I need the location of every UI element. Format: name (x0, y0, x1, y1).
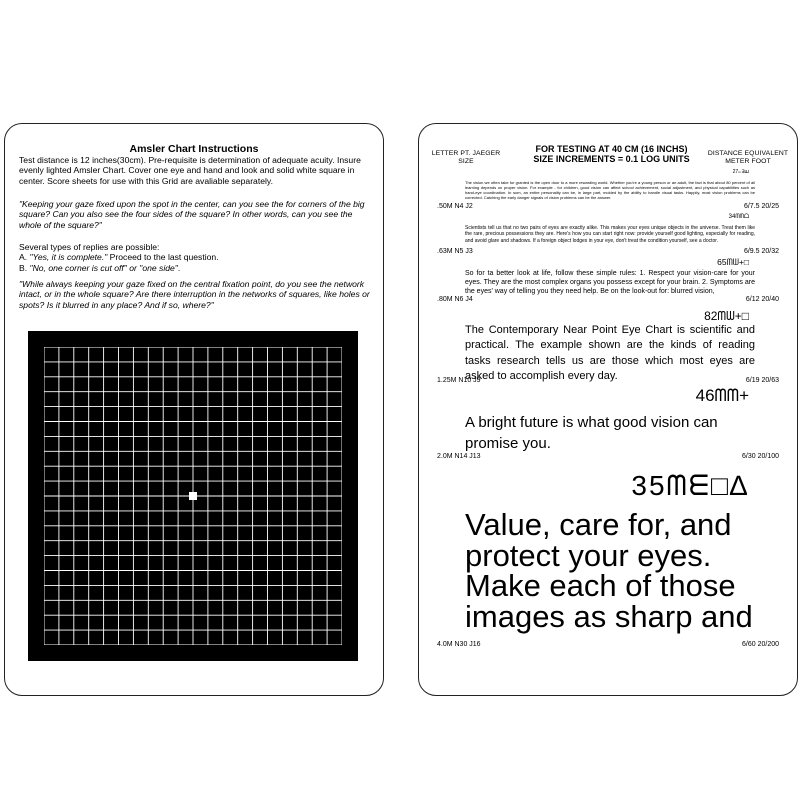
reply-b-prefix: B. (19, 262, 30, 273)
reading-paragraph-4: The Contemporary Near Point Eye Chart is scientific and practical. The example shown are the kinds of reading tasks research tells us are those which most eyes are asked to accomplish every day. (465, 324, 755, 383)
near-point-chart-card (418, 123, 798, 696)
reading-paragraph-5: A bright future is what good vision can promise you. (465, 414, 718, 452)
header-distance-equivalent: DISTANCE EQUIVALENT METER FOOT (707, 150, 789, 165)
size-right-label-6: 6/60 20/200 (742, 641, 779, 648)
size-left-label-2: .63M N5 J3 (437, 248, 473, 255)
size-right-label-1: 6/7.5 20/25 (743, 203, 779, 210)
amsler-grid (28, 331, 358, 661)
amsler-title: Amsler Chart Instructions (129, 143, 259, 155)
size-right-label-5: 6/30 20/100 (742, 453, 779, 460)
size-right-label-3: 6/12 20/40 (745, 296, 779, 303)
optotype-row-5: 46ᗰᗰ+ (695, 386, 749, 405)
reply-a-quote: "Yes, it is complete." (29, 252, 108, 263)
optotype-row-2: 34ᗰᗰᗝ (728, 214, 749, 220)
size-left-label-6: 4.0M N30 J16 (437, 641, 481, 648)
amsler-question-2 (19, 279, 371, 310)
reply-a-prefix: A. (19, 252, 30, 263)
reading-paragraph-2: Scientists tell us that no two pairs of eyes are exactly alike. This makes your eyes unique objects in the universe. Treat them like the rare, precious possessions they are. Here's how you can start right now: provide yourself good lighting, especially for reading, and avoid glare and shadows. If a foreign object lodges in your eye, don't treat the condition yourself, see a doctor. (465, 225, 755, 244)
amsler-question-2-text: "While always keeping your gaze fixed on the central fixation point, do you see the network intact, or in the whole square? Are there interruption in the networks of squares, like holes or spots? Is it blurred in any place? And if so, where?" (19, 279, 370, 310)
optotype-row-6: 35ᗰᗴ□∆ (631, 470, 749, 501)
header-letter-size: LETTER PT. JAEGER SIZE (431, 150, 501, 165)
header-title-line-2: SIZE INCREMENTS = 0.1 LOG UNITS (533, 154, 690, 164)
amsler-grid-lines (44, 347, 342, 645)
amsler-intro: Test distance is 12 inches(30cm). Pre-requisite is determination of adequate acuity. Insure evenly lighted Amsler Chart. Cover one eye and hand and look and solid white square in center. Score sheets for use with this Grid are avaliable separately. (19, 155, 361, 186)
optotype-row-3: 65ᗰᗯ+□ (717, 257, 749, 267)
optotype-row-4: 82ᗰᗯ+□ (704, 309, 749, 323)
size-right-label-4: 6/19 20/63 (745, 377, 779, 384)
reading-paragraph-6: Value, care for, and protect your eyes. Make each of those images as sharp and (465, 507, 753, 634)
optotype-row-1: 27ₘ∃ꟺ (732, 169, 749, 175)
reply-b-quote: "No, one corner is cut off" or "one side" (29, 262, 178, 273)
amsler-card (4, 123, 384, 696)
header-title (519, 144, 704, 164)
amsler-replies-intro: Several types of replies are possible: (19, 242, 160, 252)
reply-a-suffix: Proceed to the last question. (107, 252, 219, 263)
amsler-question-1 (19, 199, 371, 230)
fixation-square (189, 492, 197, 500)
size-left-label-3: .80M N6 J4 (437, 296, 473, 303)
reading-paragraph-1: The vision we often take for granted is the open door to a more rewarding world. Whether you're a young person or an adult, the fact is that about 80 percent of all learning depends on proper vision. For example - for children, good vision can affect school achievement, social adjustment, and physical capabilities such as hand-eye coordination. In sum, an entire personality can be, in large part, molded by the ability to handle visual tasks. Happily, most vision problems can be corrected. Catching the early danger signals of vision problems can be the answer. (465, 180, 755, 200)
size-left-label-4: 1.25M N10 J9 (437, 377, 481, 384)
reply-b-suffix: . (177, 262, 181, 273)
size-left-label-5: 2.0M N14 J13 (437, 453, 481, 460)
size-right-label-2: 6/9.5 20/32 (743, 248, 779, 255)
amsler-question-1-text: "Keeping your gaze fixed upon the spot in the center, can you see the for corners of the big square? Can you also see the four sides of the square? In other words, can you see the whole of the square?" (19, 199, 365, 230)
size-left-label-1: .50M N4 J2 (437, 203, 473, 210)
amsler-replies (19, 242, 371, 273)
reading-paragraph-3: So for ta better look at life, follow these simple rules: 1. Respect your vision-care for your eyes. They are the most complex organs you possess except for your brain. 2. Symptoms are the eyes' way of telling you they need help. Be on the look-out for: blurred vision, (465, 270, 755, 295)
header-title-line-1: FOR TESTING AT 40 CM (16 INCHS) (535, 144, 688, 154)
